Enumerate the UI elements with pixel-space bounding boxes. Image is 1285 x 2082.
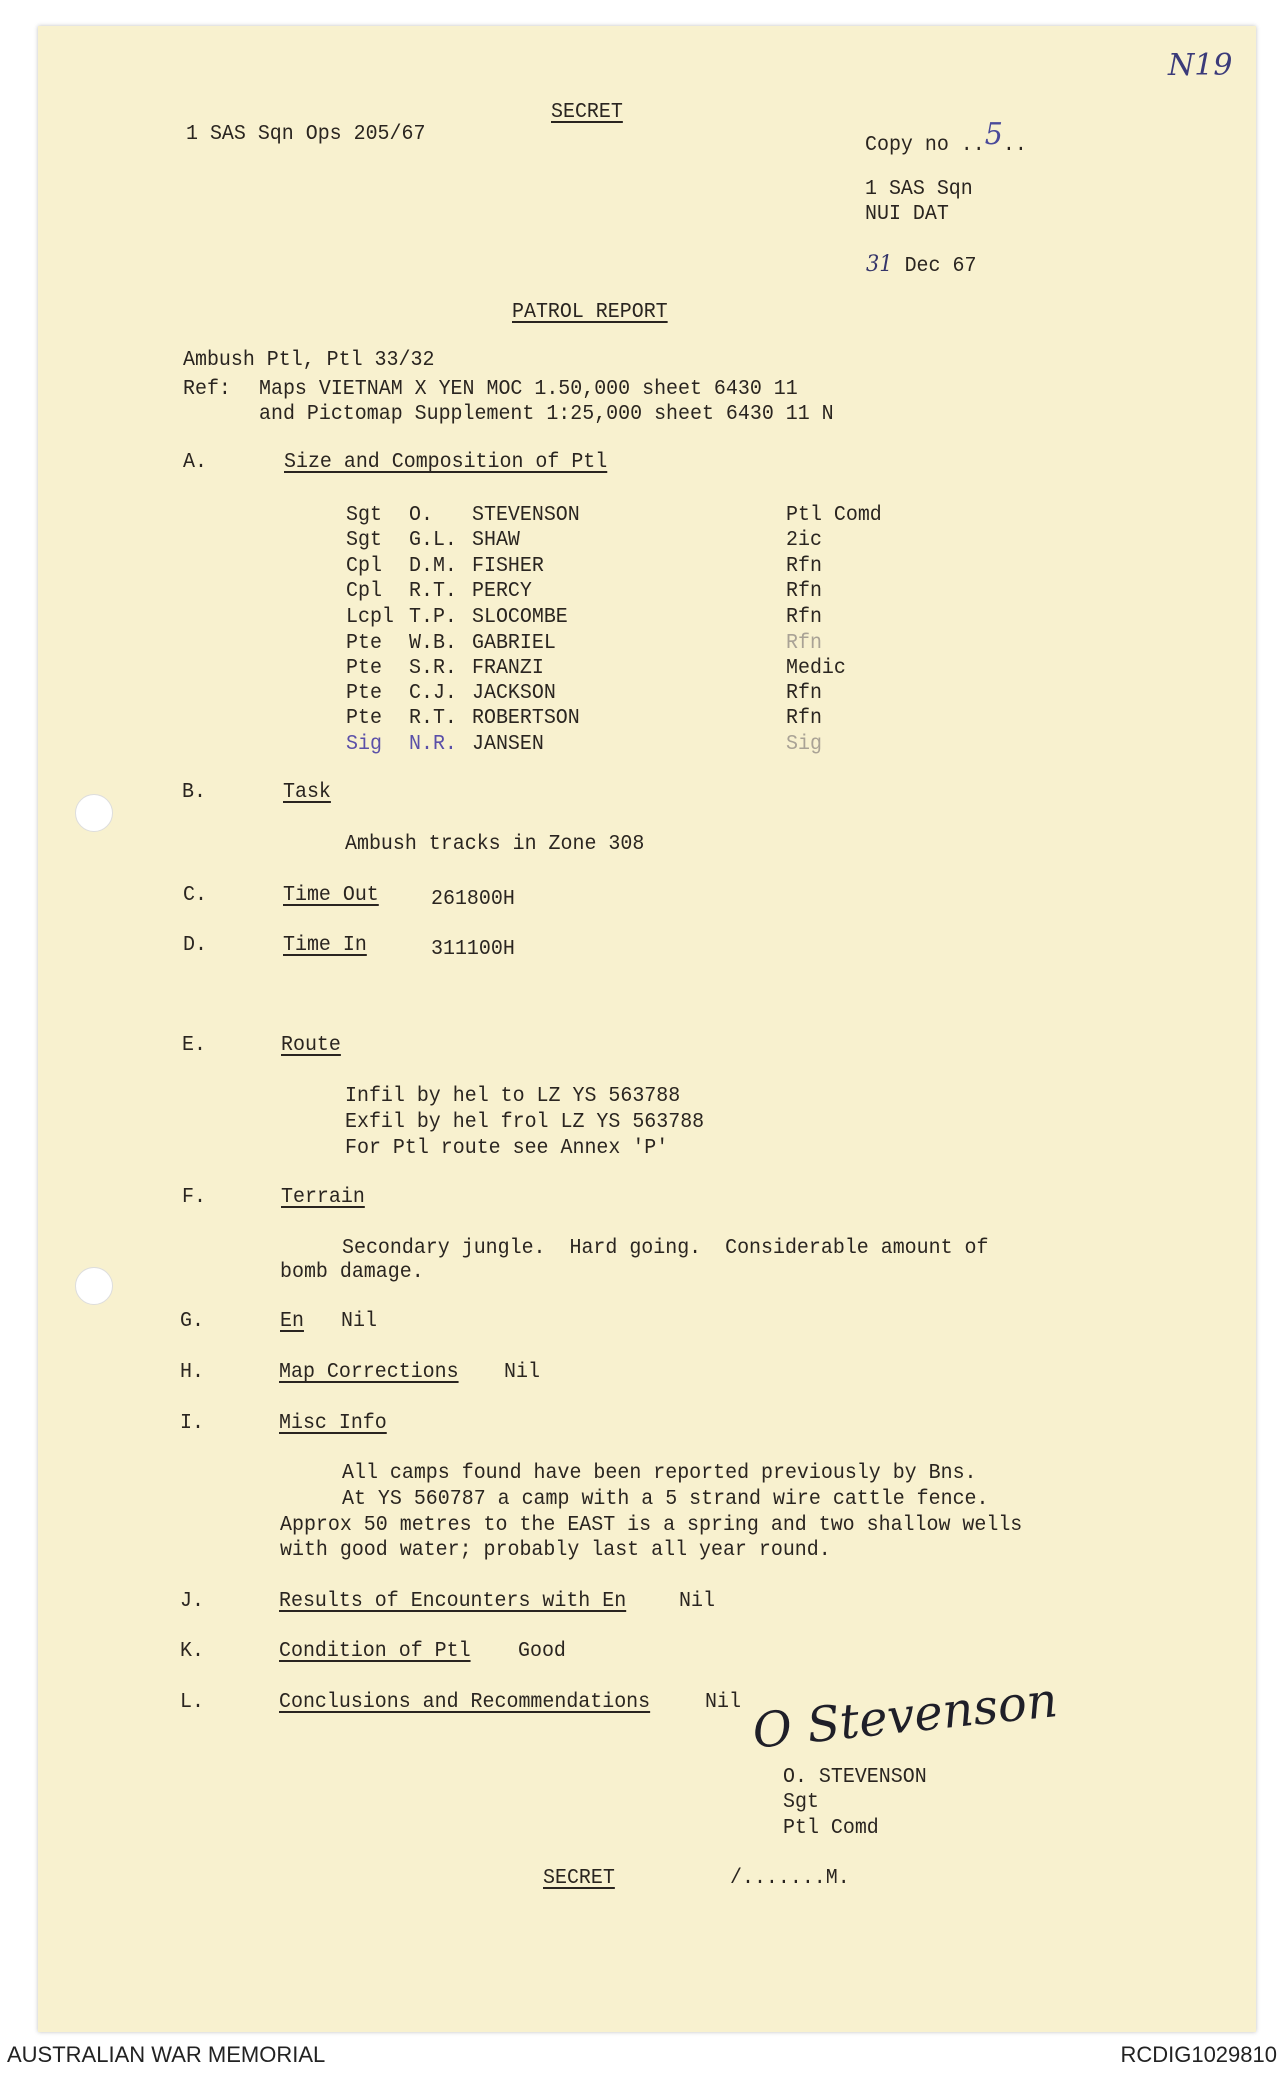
section-heading: Map Corrections <box>279 1361 459 1384</box>
route-line: Infil by hel to LZ YS 563788 <box>345 1085 681 1108</box>
personnel-role: 2ic <box>786 529 822 552</box>
section-heading: Misc Info <box>279 1412 387 1435</box>
personnel-rank: Cpl <box>346 580 382 603</box>
signatory-name: O. STEVENSON <box>783 1766 927 1789</box>
punch-hole <box>75 1267 113 1305</box>
time-in-value: 311100H <box>431 938 515 961</box>
personnel-initials: G.L. <box>409 529 457 552</box>
route-line: Exfil by hel frol LZ YS 563788 <box>345 1111 705 1134</box>
enemy-value: Nil <box>341 1310 377 1333</box>
personnel-initials: R.T. <box>409 580 457 603</box>
personnel-rank: Sgt <box>346 504 382 527</box>
personnel-role: Rfn <box>786 555 822 578</box>
task-text: Ambush tracks in Zone 308 <box>345 833 645 856</box>
unit: 1 SAS Sqn <box>865 178 973 201</box>
record-id: RCDIG1029810 <box>1120 2042 1277 2067</box>
personnel-rank: Pte <box>346 707 382 730</box>
misc-line: At YS 560787 a camp with a 5 strand wire cattle fence. <box>342 1488 989 1511</box>
map-corrections-value: Nil <box>504 1361 540 1384</box>
misc-line: All camps found have been reported previously by Bns. <box>342 1462 977 1485</box>
personnel-name: GABRIEL <box>472 632 556 655</box>
personnel-initials: D.M. <box>409 555 457 578</box>
personnel-role: Rfn <box>786 580 822 603</box>
personnel-initials: W.B. <box>409 632 457 655</box>
copy-label <box>865 117 1027 159</box>
signatory-role: Ptl Comd <box>783 1817 879 1840</box>
handwritten-signature: O Stevenson <box>749 1672 1061 1760</box>
section-heading: Condition of Ptl <box>279 1640 471 1663</box>
signatory-rank: Sgt <box>783 1791 819 1814</box>
personnel-rank: Lcpl <box>346 606 394 629</box>
copy-dots: .. <box>1002 134 1027 157</box>
encounters-value: Nil <box>679 1590 715 1613</box>
section-letter: H. <box>180 1361 204 1384</box>
date <box>866 252 976 280</box>
personnel-rank: Pte <box>346 657 382 680</box>
personnel-name: ROBERTSON <box>472 707 580 730</box>
section-letter: E. <box>182 1034 206 1057</box>
section-letter: F. <box>182 1186 206 1209</box>
personnel-role: Rfn <box>786 707 822 730</box>
personnel-role: Medic <box>786 657 846 680</box>
section-letter: A. <box>183 451 207 474</box>
personnel-name: SLOCOMBE <box>472 606 568 629</box>
personnel-name: JANSEN <box>472 733 544 756</box>
section-letter: C. <box>183 884 207 907</box>
section-heading: Time In <box>283 934 367 957</box>
time-out-value: 261800H <box>431 888 515 911</box>
section-letter: D. <box>183 934 207 957</box>
section-heading: Size and Composition of Ptl <box>284 451 608 474</box>
section-heading: Route <box>281 1034 341 1057</box>
section-letter: G. <box>180 1310 204 1333</box>
personnel-name: FISHER <box>472 555 544 578</box>
terrain-line: Secondary jungle. Hard going. Considerable amount of <box>342 1237 989 1260</box>
archive-name: AUSTRALIAN WAR MEMORIAL <box>7 2042 326 2067</box>
personnel-role: Rfn <box>786 632 822 655</box>
ref-label: Ref: <box>183 378 231 401</box>
section-heading: Terrain <box>281 1186 365 1209</box>
section-heading: Conclusions and Recommendations <box>279 1691 651 1714</box>
conclusions-value: Nil <box>705 1691 741 1714</box>
section-letter: L. <box>180 1691 204 1714</box>
personnel-rank: Cpl <box>346 555 382 578</box>
classification-top: SECRET <box>551 101 623 124</box>
personnel-rank: Sgt <box>346 529 382 552</box>
section-letter: J. <box>180 1590 204 1613</box>
location: NUI DAT <box>865 203 949 226</box>
ref-line-2: and Pictomap Supplement 1:25,000 sheet 6430 11 N <box>259 403 834 426</box>
personnel-name: FRANZI <box>472 657 544 680</box>
personnel-initials: S.R. <box>409 657 457 680</box>
punch-hole <box>75 794 113 832</box>
section-heading: Time Out <box>283 884 379 907</box>
section-heading: Results of Encounters with En <box>279 1590 627 1613</box>
personnel-name: JACKSON <box>472 682 556 705</box>
personnel-name: STEVENSON <box>472 504 580 527</box>
personnel-initials: T.P. <box>409 606 457 629</box>
condition-value: Good <box>518 1640 566 1663</box>
copy-label-text: Copy no .. <box>865 134 985 157</box>
section-letter: K. <box>180 1640 204 1663</box>
misc-line: with good water; probably last all year round. <box>280 1539 831 1562</box>
route-line: For Ptl route see Annex 'P' <box>345 1137 669 1160</box>
personnel-name: PERCY <box>472 580 532 603</box>
page-title: PATROL REPORT <box>512 301 668 324</box>
personnel-rank: Sig <box>346 733 382 756</box>
personnel-rank: Pte <box>346 682 382 705</box>
section-heading: Task <box>283 781 331 804</box>
patrol-id: Ambush Ptl, Ptl 33/32 <box>183 349 435 372</box>
ref-line-1: Maps VIETNAM X YEN MOC 1.50,000 sheet 6430 11 <box>259 378 798 401</box>
section-letter: I. <box>180 1412 204 1435</box>
personnel-role: Rfn <box>786 606 822 629</box>
misc-line: Approx 50 metres to the EAST is a spring and two shallow wells <box>280 1514 1023 1537</box>
personnel-role: Sig <box>786 733 822 756</box>
date-day: 31 <box>866 252 893 277</box>
copy-number: 5 <box>984 117 1003 152</box>
personnel-name: SHAW <box>472 529 520 552</box>
personnel-initials: O. <box>409 504 433 527</box>
section-letter: B. <box>182 781 206 804</box>
page-mark: /.......M. <box>730 1867 850 1890</box>
classification-bottom: SECRET <box>543 1867 615 1890</box>
terrain-line: bomb damage. <box>280 1261 424 1284</box>
folio-number: N19 <box>1168 48 1233 83</box>
personnel-role: Rfn <box>786 682 822 705</box>
personnel-role: Ptl Comd <box>786 504 882 527</box>
section-heading: En <box>280 1310 304 1333</box>
personnel-rank: Pte <box>346 632 382 655</box>
document-page <box>38 26 1256 2032</box>
personnel-initials: C.J. <box>409 682 457 705</box>
date-rest: Dec 67 <box>904 255 977 278</box>
ops-reference: 1 SAS Sqn Ops 205/67 <box>186 123 426 146</box>
personnel-initials: R.T. <box>409 707 457 730</box>
personnel-initials: N.R. <box>409 733 457 756</box>
